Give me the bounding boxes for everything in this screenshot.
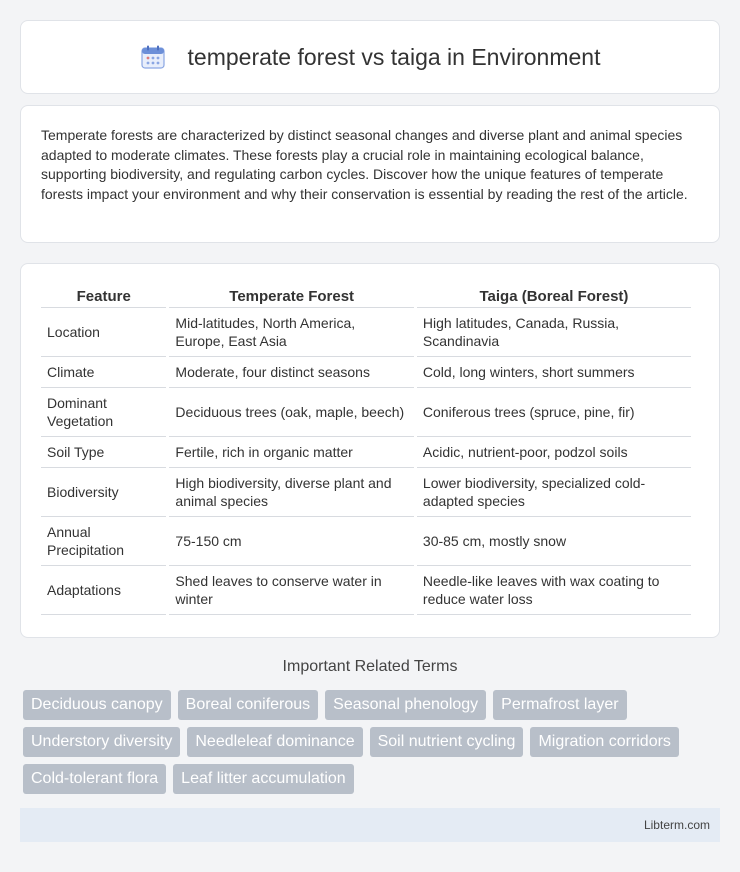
footer bbox=[20, 808, 720, 842]
header-card bbox=[20, 20, 720, 94]
term-tag[interactable]: Permafrost layer bbox=[493, 690, 626, 720]
table-cell: Biodiversity bbox=[41, 468, 166, 517]
table-row bbox=[41, 437, 691, 468]
related-terms-title: Important Related Terms bbox=[282, 658, 458, 675]
table-row bbox=[41, 566, 691, 615]
term-tag[interactable]: Soil nutrient cycling bbox=[370, 727, 524, 757]
term-tag[interactable]: Migration corridors bbox=[530, 727, 678, 757]
comparison-table-card bbox=[20, 263, 720, 638]
table-cell: Soil Type bbox=[41, 437, 166, 468]
table-cell: Mid-latitudes, North America, Europe, East Asia bbox=[169, 308, 413, 357]
table-cell: High biodiversity, diverse plant and animal species bbox=[169, 468, 413, 517]
table-row bbox=[41, 468, 691, 517]
comparison-table bbox=[38, 282, 694, 615]
calendar-icon bbox=[140, 44, 166, 70]
footer-site-name[interactable]: Libterm.com bbox=[643, 818, 710, 832]
table-cell: Cold, long winters, short summers bbox=[417, 357, 691, 388]
table-cell: Adaptations bbox=[41, 566, 166, 615]
intro-card bbox=[20, 105, 720, 243]
table-cell: Annual Precipitation bbox=[41, 517, 166, 566]
table-cell: Acidic, nutrient-poor, podzol soils bbox=[417, 437, 691, 468]
table-cell: Location bbox=[41, 308, 166, 357]
table-cell: Dominant Vegetation bbox=[41, 388, 166, 437]
term-tag[interactable]: Boreal coniferous bbox=[178, 690, 319, 720]
term-tag[interactable]: Cold-tolerant flora bbox=[23, 764, 166, 794]
table-row bbox=[41, 357, 691, 388]
table-cell: Climate bbox=[41, 357, 166, 388]
table-cell: Coniferous trees (spruce, pine, fir) bbox=[417, 388, 691, 437]
term-tag[interactable]: Leaf litter accumulation bbox=[173, 764, 354, 794]
table-cell: Lower biodiversity, specialized cold-adapted species bbox=[417, 468, 691, 517]
table-row bbox=[41, 517, 691, 566]
table-cell: Fertile, rich in organic matter bbox=[169, 437, 413, 468]
table-cell: High latitudes, Canada, Russia, Scandinavia bbox=[417, 308, 691, 357]
related-terms-list bbox=[23, 690, 723, 801]
term-tag[interactable]: Understory diversity bbox=[23, 727, 180, 757]
table-cell: 75-150 cm bbox=[169, 517, 413, 566]
term-tag[interactable]: Needleleaf dominance bbox=[187, 727, 362, 757]
page-title: temperate forest vs taiga in Environment bbox=[187, 43, 601, 70]
table-header-row bbox=[41, 282, 691, 308]
term-tag[interactable]: Seasonal phenology bbox=[325, 690, 486, 720]
column-header-feature: Feature bbox=[41, 282, 166, 308]
column-header-taiga: Taiga (Boreal Forest) bbox=[417, 282, 691, 308]
table-cell: Moderate, four distinct seasons bbox=[169, 357, 413, 388]
table-cell: 30-85 cm, mostly snow bbox=[417, 517, 691, 566]
term-tag[interactable]: Deciduous canopy bbox=[23, 690, 171, 720]
table-cell: Shed leaves to conserve water in winter bbox=[169, 566, 413, 615]
intro-paragraph: Temperate forests are characterized by distinct seasonal changes and diverse plant and animal species adapted to moderate climates. These forests play a crucial role in maintaining ecological balance, supporting biodiversity, and regulating carbon cycles. Discover how the unique features of temperate forests impact your environment and why their conservation is essential by reading the rest of the article. bbox=[41, 127, 688, 202]
column-header-temperate-forest: Temperate Forest bbox=[169, 282, 413, 308]
table-cell: Deciduous trees (oak, maple, beech) bbox=[169, 388, 413, 437]
table-row bbox=[41, 388, 691, 437]
table-cell: Needle-like leaves with wax coating to reduce water loss bbox=[417, 566, 691, 615]
table-row bbox=[41, 308, 691, 357]
